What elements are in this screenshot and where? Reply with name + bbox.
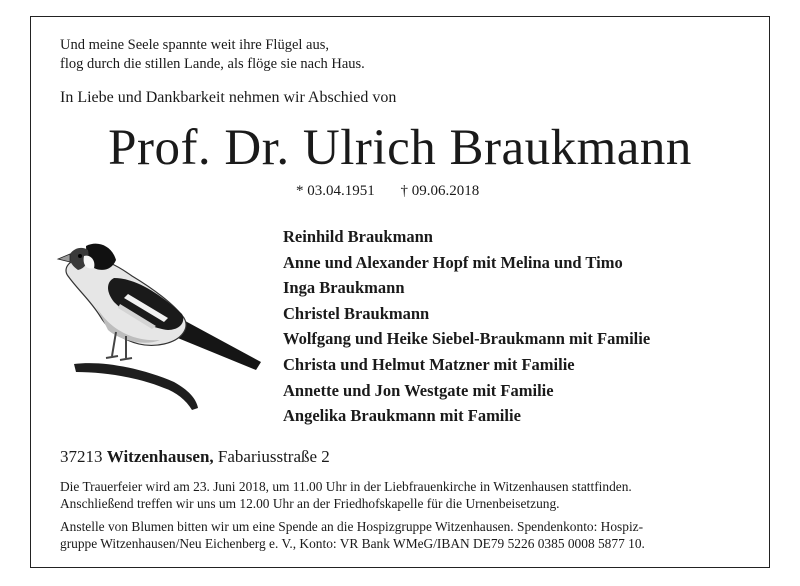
family-member: Christel Braukmann	[283, 303, 430, 323]
family-member: Reinhild Braukmann	[283, 227, 433, 246]
family-member: Anne und Alexander Hopf mit Melina und Timo	[283, 252, 623, 272]
death-date: † 09.06.2018	[400, 183, 480, 199]
donation-line-1: Anstelle von Blumen bitten wir um eine Spende an die Hospizgruppe Witzenhausen. Spendenkonto: Hospiz-	[60, 519, 644, 534]
goldfinch-illustration	[56, 232, 266, 416]
address-city: Witzenhausen,	[106, 447, 214, 466]
family-member: Wolfgang und Heike Siebel-Braukmann mit Familie	[283, 329, 651, 349]
family-list	[283, 224, 650, 429]
family-member: Christa und Helmut Matzner mit Familie	[283, 354, 575, 374]
poem	[60, 36, 365, 74]
deceased-name: Prof. Dr. Ulrich Braukmann	[108, 120, 692, 176]
address-zip: 37213	[60, 447, 103, 466]
funeral-line-1: Die Trauerfeier wird am 23. Juni 2018, um 11.00 Uhr in der Liebfrauenkirche in Witzenhausen stattfinden.	[60, 479, 632, 494]
funeral-line-2: Anschließend treffen wir uns um 12.00 Uhr an der Friedhofskapelle für die Urnenbeisetzung.	[60, 496, 560, 511]
poem-line-1: Und meine Seele spannte weit ihre Flügel aus,	[60, 37, 329, 53]
funeral-info	[60, 478, 760, 512]
donation-line-2: gruppe Witzenhausen/Neu Eichenberg e. V., Konto: VR Bank WMeG/IBAN DE79 5226 0385 0008 5877 10.	[60, 536, 645, 551]
family-member: Annette und Jon Westgate mit Familie	[283, 380, 554, 400]
intro-text: In Liebe und Dankbarkeit nehmen wir Abschied von	[60, 89, 397, 106]
poem-line-2: flog durch die stillen Lande, als flöge sie nach Haus.	[60, 56, 365, 72]
address-street: Fabariusstraße 2	[217, 447, 330, 466]
life-dates	[296, 183, 479, 200]
family-member: Inga Braukmann	[283, 278, 405, 298]
family-member: Angelika Braukmann mit Familie	[283, 406, 521, 426]
donation-info	[60, 518, 760, 552]
birth-date: * 03.04.1951	[296, 183, 375, 199]
address	[60, 447, 330, 467]
